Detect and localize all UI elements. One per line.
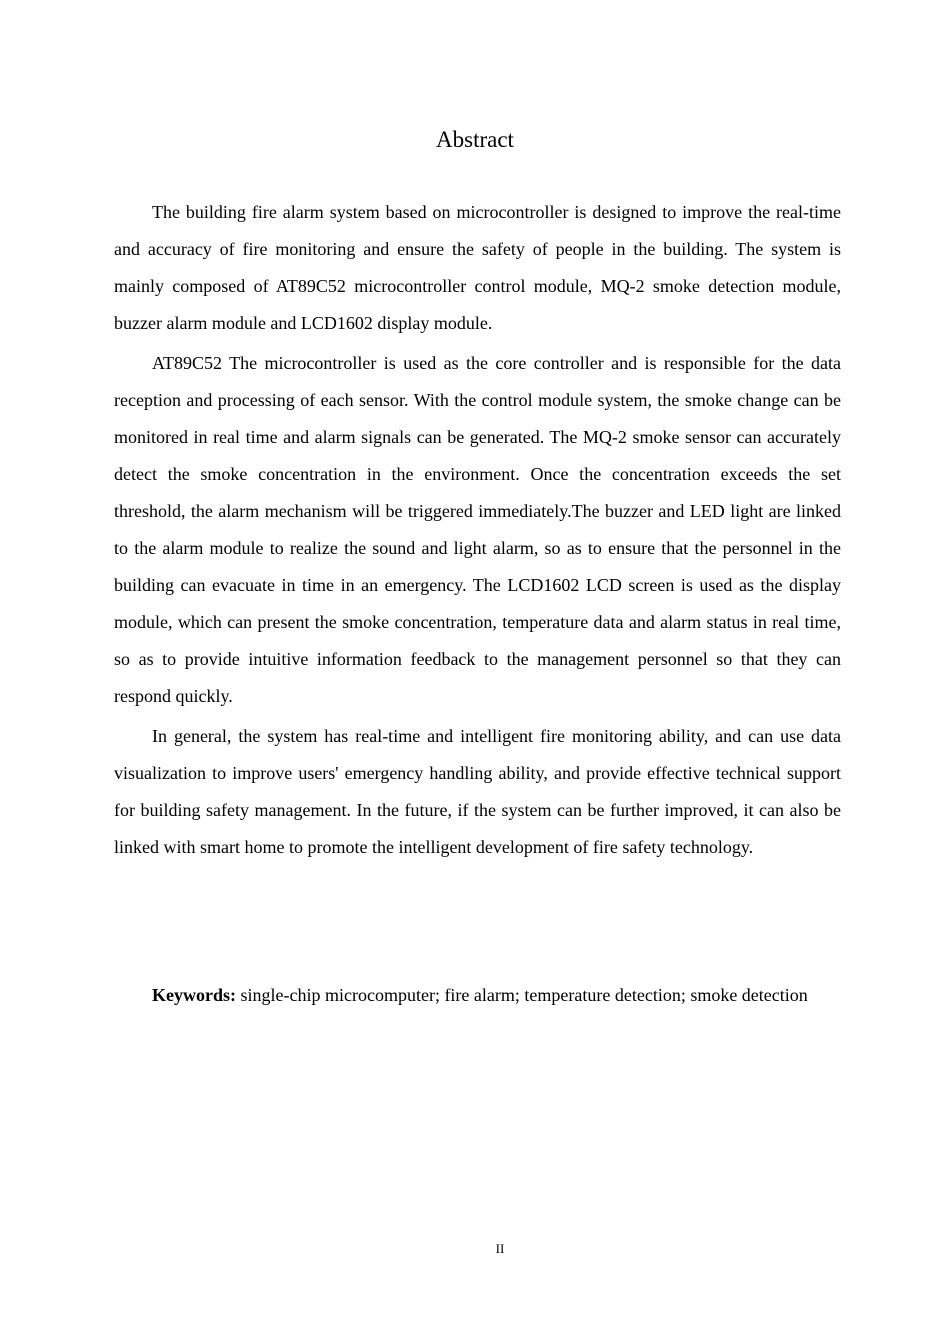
keywords-text: single-chip microcomputer; fire alarm; temperature detection; smoke detection (240, 985, 808, 1005)
abstract-paragraph-3: In general, the system has real-time and intelligent fire monitoring ability, and can use data visualization to improve users' emergency handling ability, and provide effective technical support for building safety management. In the future, if the system can be further improved, it can also be linked with smart home to promote the intelligent development of fire safety technology. (114, 726, 841, 857)
page-number: II (495, 1241, 505, 1256)
page-title: Abstract (436, 127, 514, 152)
keywords-line (114, 978, 841, 1013)
abstract-paragraph-1: The building fire alarm system based on microcontroller is designed to improve the real-time and accuracy of fire monitoring and ensure the safety of people in the building. The system is mainly composed of AT89C52 microcontroller control module, MQ-2 smoke detection module, buzzer alarm module and LCD1602 display module. (114, 202, 841, 333)
abstract-body (114, 194, 841, 869)
keywords-label: Keywords: (152, 985, 236, 1005)
abstract-paragraph-2: AT89C52 The microcontroller is used as the core controller and is responsible for the data reception and processing of each sensor. With the control module system, the smoke change can be monitored in real time and alarm signals can be generated. The MQ-2 smoke sensor can accurately detect the smoke concentration in the environment. Once the concentration exceeds the set threshold, the alarm mechanism will be triggered immediately.The buzzer and LED light are linked to the alarm module to realize the sound and light alarm, so as to ensure that the personnel in the building can evacuate in time in an emergency. The LCD1602 LCD screen is used as the display module, which can present the smoke concentration, temperature data and alarm status in real time, so as to provide intuitive information feedback to the management personnel so that they can respond quickly. (114, 353, 841, 706)
